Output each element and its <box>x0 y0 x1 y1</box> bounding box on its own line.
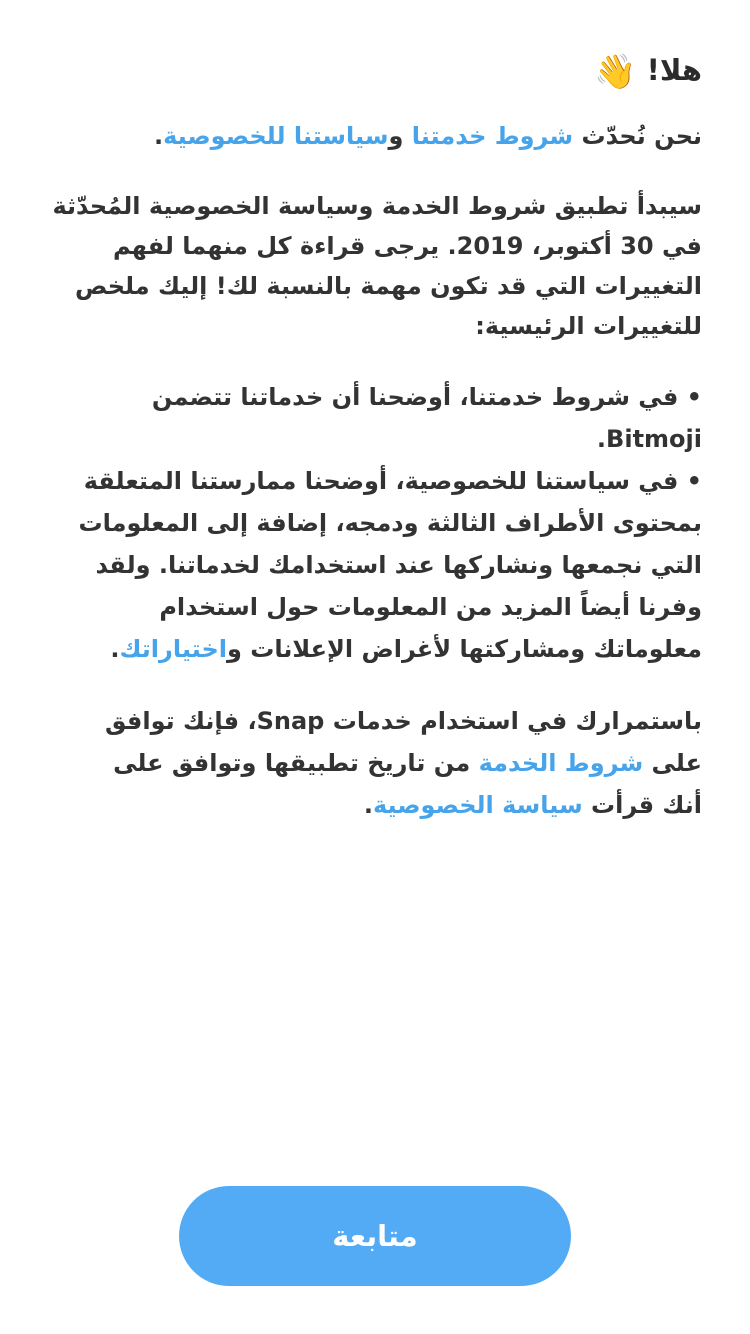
bullet-item-bitmoji: • في شروط خدمتنا، أوضحنا أن خدماتنا تتضمن Bitmoji. <box>151 383 702 453</box>
bullet-privacy-text: • في سياستنا للخصوصية، أوضحنا ممارستنا المتعلقة بمحتوى الأطراف الثالثة ودمجه، إضافة إلى المعلومات التي نجمعها ونشاركها عند استخدامك لخدماتنا. ولقد وفرنا أيضاً المزيد من المعلومات حول استخدام معلوماتك ومشاركتها لأغراض الإعلانات و <box>78 467 702 663</box>
bullet-privacy-suffix: . <box>110 635 120 663</box>
consent-terms-link[interactable]: شروط الخدمة <box>478 749 644 777</box>
update-notice-prefix: نحن نُحدّث <box>573 122 702 150</box>
your-choices-link[interactable]: اختياراتك <box>119 635 227 663</box>
update-notice <box>46 116 702 156</box>
consent-text-middle: من تاريخ تطبيقها وتوافق على أنك قرأت <box>113 749 702 819</box>
consent-suffix: . <box>363 791 373 819</box>
update-notice-conjunction: و <box>388 122 412 150</box>
bullet-item-privacy <box>46 460 702 670</box>
waving-hand-icon: 👋 <box>594 52 637 92</box>
terms-update-content <box>46 44 702 826</box>
greeting-header <box>46 44 702 98</box>
consent-text-before: باستمرارك في استخدام خدمات Snap، فإنك توافق على <box>105 707 702 777</box>
effective-date-paragraph: سيبدأ تطبيق شروط الخدمة وسياسة الخصوصية المُحدّثة في 30 أكتوبر، 2019. يرجى قراءة كل منهما لفهم التغييرات التي قد تكون مهمة بالنسبة لك! إليك ملخص للتغييرات الرئيسية: <box>52 192 702 340</box>
consent-privacy-link[interactable]: سياسة الخصوصية <box>373 791 583 819</box>
changes-summary-list <box>46 376 702 670</box>
greeting-text: هلا! <box>646 53 702 87</box>
update-notice-suffix: . <box>154 122 164 150</box>
terms-of-service-link[interactable]: شروط خدمتنا <box>411 122 574 150</box>
continue-button[interactable]: متابعة <box>179 1186 571 1286</box>
privacy-policy-link[interactable]: سياستنا للخصوصية <box>163 122 389 150</box>
consent-statement <box>46 700 702 826</box>
